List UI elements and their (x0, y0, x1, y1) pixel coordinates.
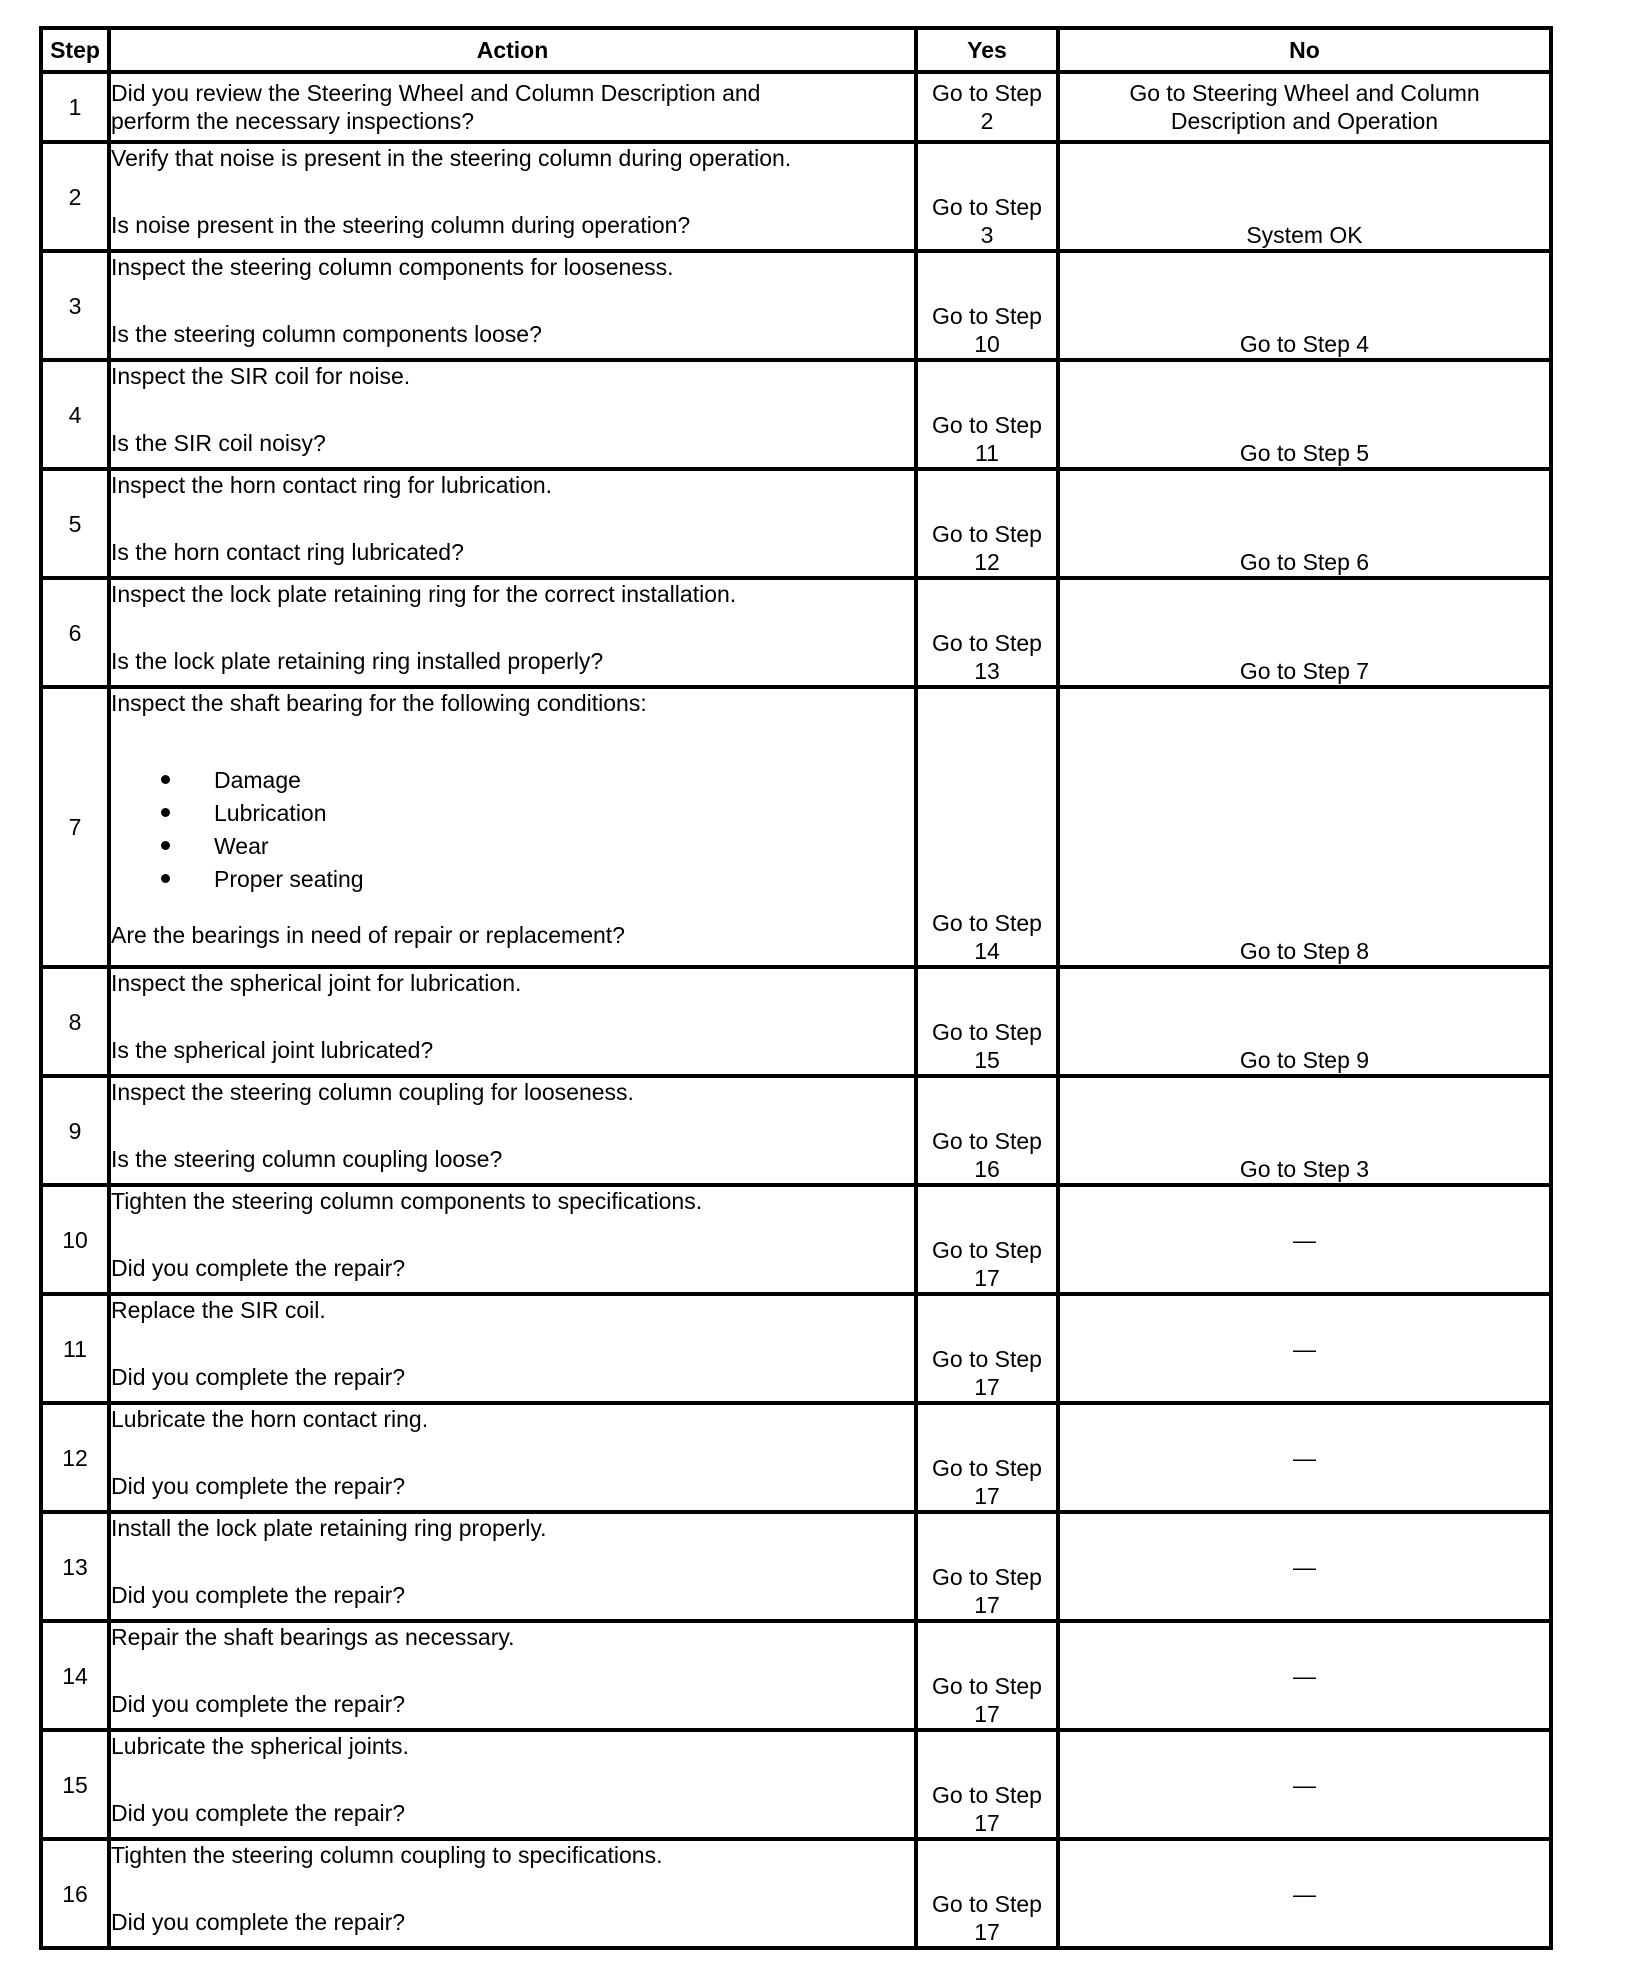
bullet-icon (161, 808, 170, 817)
action-text: Inspect the SIR coil for noise. (111, 363, 411, 389)
action-cell (109, 1403, 916, 1512)
yes-cell (916, 1294, 1058, 1403)
table-row (41, 578, 1551, 687)
header-no: No (1058, 28, 1551, 72)
yes-cell (916, 142, 1058, 251)
no-cell: — (1058, 1621, 1551, 1730)
list-item (161, 796, 914, 829)
yes-cell (916, 578, 1058, 687)
action-cell (109, 360, 916, 469)
action-text: perform the necessary inspections? (111, 108, 475, 134)
no-text: Description and Operation (1170, 108, 1439, 134)
question-text: Is the steering column coupling loose? (111, 1146, 503, 1172)
action-cell (109, 251, 916, 360)
diagnostic-table (39, 26, 1553, 1950)
step-number: 12 (41, 1403, 109, 1512)
table-row (41, 1076, 1551, 1185)
action-cell (109, 1185, 916, 1294)
action-cell (109, 1839, 916, 1948)
action-cell (109, 967, 916, 1076)
no-cell (1058, 72, 1551, 142)
yes-step: 14 (974, 938, 1000, 964)
yes-step: 17 (974, 1701, 1000, 1727)
yes-cell (916, 1403, 1058, 1512)
no-cell: — (1058, 1294, 1551, 1403)
question-text: Is the lock plate retaining ring installed properly? (111, 648, 604, 674)
action-text: Replace the SIR coil. (111, 1297, 326, 1323)
action-cell (109, 72, 916, 142)
table-row (41, 72, 1551, 142)
yes-text: Go to Step (932, 1346, 1042, 1372)
action-text: Tighten the steering column coupling to specifications. (111, 1842, 663, 1868)
question-text: Did you complete the repair? (111, 1691, 406, 1717)
yes-text: Go to Step (932, 412, 1042, 438)
question-text: Did you complete the repair? (111, 1800, 406, 1826)
bullet-icon (161, 874, 170, 883)
yes-text: Go to Step (932, 1782, 1042, 1808)
action-text: Lubricate the horn contact ring. (111, 1406, 429, 1432)
step-number: 7 (41, 687, 109, 967)
yes-cell (916, 469, 1058, 578)
yes-text: Go to Step (932, 80, 1042, 106)
step-number: 2 (41, 142, 109, 251)
yes-text: Go to Step (932, 630, 1042, 656)
yes-cell (916, 1730, 1058, 1839)
step-number: 1 (41, 72, 109, 142)
yes-text: Go to Step (932, 1891, 1042, 1917)
action-cell (109, 1730, 916, 1839)
question-text: Is the horn contact ring lubricated? (111, 539, 464, 565)
step-number: 3 (41, 251, 109, 360)
yes-cell (916, 1185, 1058, 1294)
question-text: Is noise present in the steering column during operation? (111, 212, 691, 238)
question-text: Is the steering column components loose? (111, 321, 542, 347)
yes-step: 10 (974, 331, 1000, 357)
no-cell: Go to Step 5 (1058, 360, 1551, 469)
no-cell: — (1058, 1512, 1551, 1621)
yes-cell (916, 1512, 1058, 1621)
header-row (41, 28, 1551, 72)
no-text: Go to Steering Wheel and Column (1129, 80, 1480, 106)
yes-text: Go to Step (932, 1564, 1042, 1590)
question-text: Did you complete the repair? (111, 1364, 406, 1390)
yes-step: 17 (974, 1592, 1000, 1618)
list-item (161, 829, 914, 862)
no-cell: Go to Step 9 (1058, 967, 1551, 1076)
header-step: Step (41, 28, 109, 72)
table-row (41, 1621, 1551, 1730)
condition-text: Wear (214, 832, 269, 859)
action-text: Install the lock plate retaining ring properly. (111, 1515, 547, 1541)
action-text: Verify that noise is present in the steering column during operation. (111, 145, 792, 171)
action-text: Inspect the horn contact ring for lubrication. (111, 472, 553, 498)
step-number: 14 (41, 1621, 109, 1730)
yes-step: 17 (974, 1919, 1000, 1945)
yes-step: 17 (974, 1374, 1000, 1400)
condition-text: Damage (214, 766, 301, 793)
table-row (41, 469, 1551, 578)
list-item (161, 763, 914, 796)
table-row (41, 1512, 1551, 1621)
question-text: Did you complete the repair? (111, 1909, 406, 1935)
action-text: Did you review the Steering Wheel and Column Description and (111, 80, 761, 106)
step-number: 13 (41, 1512, 109, 1621)
action-text: Repair the shaft bearings as necessary. (111, 1624, 515, 1650)
action-cell (109, 1621, 916, 1730)
table-row (41, 1185, 1551, 1294)
table-row (41, 1294, 1551, 1403)
yes-cell (916, 72, 1058, 142)
question-text: Did you complete the repair? (111, 1473, 406, 1499)
no-cell: Go to Step 8 (1058, 687, 1551, 967)
question-text: Did you complete the repair? (111, 1255, 406, 1281)
condition-list (111, 763, 914, 895)
yes-cell (916, 360, 1058, 469)
action-cell (109, 1512, 916, 1621)
yes-text: Go to Step (932, 1237, 1042, 1263)
table-row (41, 1730, 1551, 1839)
action-cell (109, 1294, 916, 1403)
action-text: Inspect the spherical joint for lubrication. (111, 970, 522, 996)
step-number: 10 (41, 1185, 109, 1294)
condition-text: Proper seating (214, 865, 364, 892)
yes-text: Go to Step (932, 194, 1042, 220)
no-cell: — (1058, 1839, 1551, 1948)
yes-text: Go to Step (932, 1128, 1042, 1154)
no-cell: — (1058, 1403, 1551, 1512)
step-number: 11 (41, 1294, 109, 1403)
no-cell: — (1058, 1185, 1551, 1294)
no-cell: Go to Step 7 (1058, 578, 1551, 687)
yes-cell (916, 1076, 1058, 1185)
action-text: Inspect the shaft bearing for the following conditions: (111, 690, 647, 716)
yes-cell (916, 687, 1058, 967)
no-cell: — (1058, 1730, 1551, 1839)
no-cell: Go to Step 6 (1058, 469, 1551, 578)
step-number: 16 (41, 1839, 109, 1948)
question-text: Are the bearings in need of repair or replacement? (111, 922, 625, 948)
yes-step: 17 (974, 1483, 1000, 1509)
action-text: Tighten the steering column components to specifications. (111, 1188, 703, 1214)
table-row (41, 251, 1551, 360)
header-action: Action (109, 28, 916, 72)
yes-cell (916, 1621, 1058, 1730)
question-text: Did you complete the repair? (111, 1582, 406, 1608)
yes-text: Go to Step (932, 1019, 1042, 1045)
question-text: Is the SIR coil noisy? (111, 430, 326, 456)
action-text: Inspect the steering column coupling for looseness. (111, 1079, 634, 1105)
table-row (41, 967, 1551, 1076)
yes-step: 13 (974, 658, 1000, 684)
yes-text: Go to Step (932, 521, 1042, 547)
table-row (41, 1403, 1551, 1512)
table-row (41, 360, 1551, 469)
table-row (41, 1839, 1551, 1948)
no-cell: Go to Step 4 (1058, 251, 1551, 360)
yes-step: 2 (980, 108, 994, 134)
yes-step: 16 (974, 1156, 1000, 1182)
action-cell (109, 687, 916, 967)
action-cell (109, 142, 916, 251)
step-number: 5 (41, 469, 109, 578)
yes-text: Go to Step (932, 1673, 1042, 1699)
action-cell (109, 1076, 916, 1185)
yes-cell (916, 1839, 1058, 1948)
list-item (161, 862, 914, 895)
step-number: 4 (41, 360, 109, 469)
yes-step: 11 (975, 440, 999, 466)
yes-step: 15 (974, 1047, 1000, 1073)
action-text: Inspect the steering column components for looseness. (111, 254, 674, 280)
yes-step: 12 (974, 549, 1000, 575)
step-number: 6 (41, 578, 109, 687)
condition-text: Lubrication (214, 799, 327, 826)
yes-cell (916, 251, 1058, 360)
yes-step: 3 (980, 222, 994, 248)
action-cell (109, 469, 916, 578)
bullet-icon (161, 841, 170, 850)
yes-text: Go to Step (932, 910, 1042, 936)
header-yes: Yes (916, 28, 1058, 72)
bullet-icon (161, 775, 170, 784)
table-row (41, 142, 1551, 251)
yes-text: Go to Step (932, 303, 1042, 329)
action-text: Inspect the lock plate retaining ring for the correct installation. (111, 581, 737, 607)
no-cell: System OK (1058, 142, 1551, 251)
action-text: Lubricate the spherical joints. (111, 1733, 409, 1759)
yes-step: 17 (974, 1265, 1000, 1291)
step-number: 8 (41, 967, 109, 1076)
yes-text: Go to Step (932, 1455, 1042, 1481)
question-text: Is the spherical joint lubricated? (111, 1037, 434, 1063)
action-cell (109, 578, 916, 687)
step-number: 15 (41, 1730, 109, 1839)
no-cell: Go to Step 3 (1058, 1076, 1551, 1185)
step-number: 9 (41, 1076, 109, 1185)
table-row (41, 687, 1551, 967)
yes-step: 17 (974, 1810, 1000, 1836)
yes-cell (916, 967, 1058, 1076)
